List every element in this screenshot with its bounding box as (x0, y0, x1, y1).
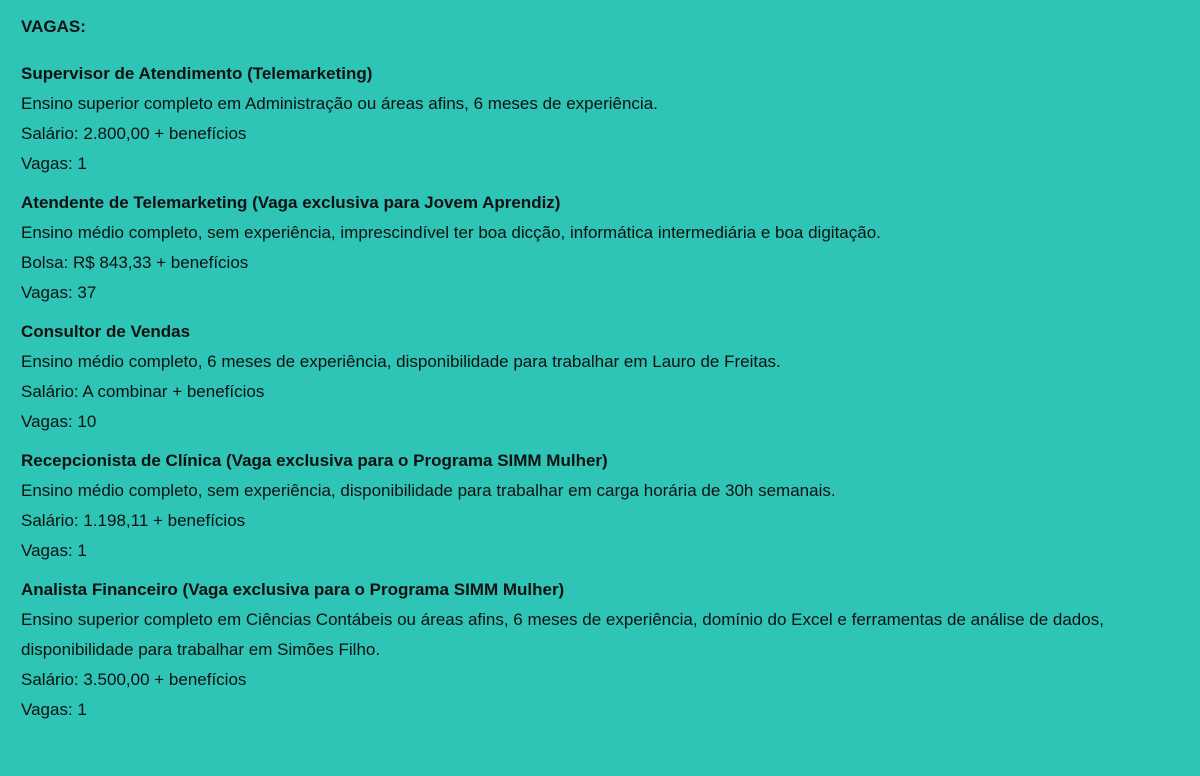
job-description: Ensino superior completo em Administração ou áreas afins, 6 meses de experiência. (21, 94, 658, 113)
job-pay: Salário: 1.198,11 + benefícios (21, 511, 246, 530)
job-openings: Vagas: 1 (21, 541, 87, 560)
job-title: Analista Financeiro (Vaga exclusiva para o Programa SIMM Mulher) (21, 580, 565, 599)
page-heading: VAGAS: (21, 17, 86, 36)
job-pay: Salário: 2.800,00 + benefícios (21, 124, 247, 143)
job-title: Supervisor de Atendimento (Telemarketing) (21, 64, 373, 83)
job-openings: Vagas: 1 (21, 700, 87, 719)
job-title: Consultor de Vendas (21, 322, 191, 341)
job-item-recepcionista (21, 451, 1200, 561)
job-openings: Vagas: 10 (21, 412, 97, 431)
job-openings: Vagas: 37 (21, 283, 97, 302)
job-openings: Vagas: 1 (21, 154, 87, 173)
job-item-atendente (21, 193, 1200, 303)
job-title: Atendente de Telemarketing (Vaga exclusiva para Jovem Aprendiz) (21, 193, 561, 212)
job-description: Ensino médio completo, sem experiência, imprescindível ter boa dicção, informática intermediária e boa digitação. (21, 223, 881, 242)
job-pay: Bolsa: R$ 843,33 + benefícios (21, 253, 249, 272)
job-item-analista (21, 580, 1200, 720)
job-title: Recepcionista de Clínica (Vaga exclusiva para o Programa SIMM Mulher) (21, 451, 608, 470)
job-description: Ensino médio completo, sem experiência, disponibilidade para trabalhar em carga horária de 30h semanais. (21, 481, 836, 500)
job-pay: Salário: A combinar + benefícios (21, 382, 265, 401)
job-item-supervisor (21, 64, 1200, 174)
job-item-consultor (21, 322, 1200, 432)
job-pay: Salário: 3.500,00 + benefícios (21, 670, 247, 689)
job-description: Ensino médio completo, 6 meses de experiência, disponibilidade para trabalhar em Lauro de Freitas. (21, 352, 781, 371)
job-description: Ensino superior completo em Ciências Contábeis ou áreas afins, 6 meses de experiência, domínio do Excel e ferramentas de análise de dados, disponibilidade para trabalhar em Simões Filho. (21, 610, 1104, 659)
